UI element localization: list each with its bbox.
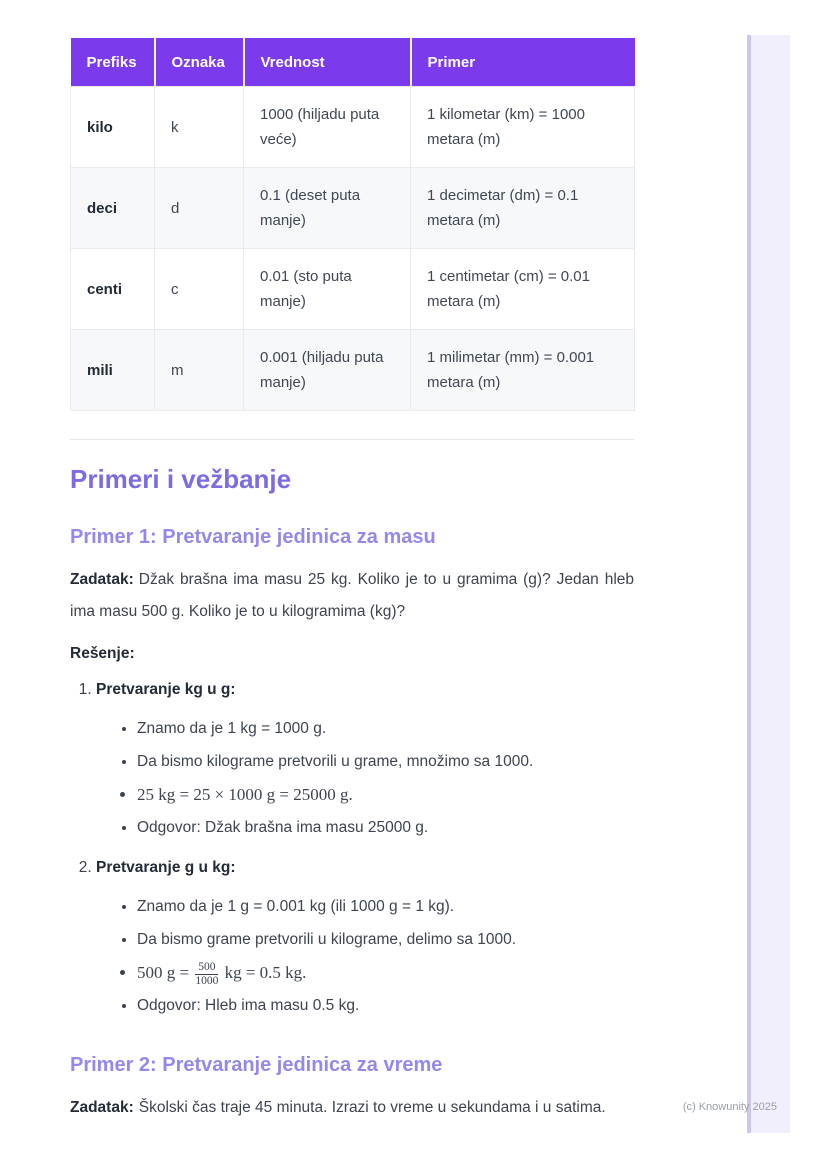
step-1-points xyxy=(96,712,634,844)
table-header-row xyxy=(71,38,635,87)
cell-oznaka: d xyxy=(155,168,244,249)
table-row xyxy=(71,330,635,411)
table-row xyxy=(71,249,635,330)
right-page-stripe xyxy=(747,35,790,1133)
math-suffix: kg = 0.5 kg. xyxy=(224,963,307,982)
list-item: • Da bismo kilograme pretvorili u grame, množimo sa 1000. xyxy=(137,745,634,778)
cell-oznaka: c xyxy=(155,249,244,330)
table-header-oznaka: Oznaka xyxy=(155,38,244,87)
cell-primer: 1 milimetar (mm) = 0.001 metara (m) xyxy=(411,330,635,411)
cell-prefiks: centi xyxy=(71,249,155,330)
document-page xyxy=(70,38,634,1124)
step-1-title: Pretvaranje kg u g: xyxy=(96,681,236,698)
list-item-math: • 25 kg = 25 × 1000 g = 25000 g. xyxy=(137,778,634,811)
cell-vrednost: 1000 (hiljadu puta veće) xyxy=(244,87,411,168)
cell-vrednost: 0.1 (deset puta manje) xyxy=(244,168,411,249)
example-2-title: Primer 2: Pretvaranje jedinica za vreme xyxy=(70,1054,443,1076)
cell-prefiks: kilo xyxy=(71,87,155,168)
cell-prefiks: deci xyxy=(71,168,155,249)
cell-prefiks: mili xyxy=(71,330,155,411)
cell-oznaka: k xyxy=(155,87,244,168)
task-text: Džak brašna ima masu 25 kg. Koliko je to u gramima (g)? Jedan hleb ima masu 500 g. Koliko je to u kilogramima (kg)? xyxy=(70,571,634,620)
list-item: • Znamo da je 1 kg = 1000 g. xyxy=(137,712,634,745)
math-prefix: 500 g = xyxy=(137,963,190,982)
table-header-prefiks: Prefiks xyxy=(71,38,155,87)
list-item: • Da bismo grame pretvorili u kilograme, delimo sa 1000. xyxy=(137,923,634,956)
list-item: • Odgovor: Hleb ima masu 0.5 kg. xyxy=(137,989,634,1022)
prefix-table xyxy=(70,38,635,411)
fraction-numerator: 500 xyxy=(195,961,218,975)
list-item: • Znamo da je 1 g = 0.001 kg (ili 1000 g = 1 kg). xyxy=(137,890,634,923)
table-header-primer: Primer xyxy=(411,38,635,87)
step-2 xyxy=(96,856,634,1022)
table-row xyxy=(71,168,635,249)
section-title: Primeri i vežbanje xyxy=(70,464,292,494)
table-header-vrednost: Vrednost xyxy=(244,38,411,87)
example-2-task xyxy=(70,1092,634,1124)
list-item-math-fraction xyxy=(137,956,634,989)
example-1-task xyxy=(70,564,634,628)
task-label: Zadatak: xyxy=(70,1099,134,1116)
watermark: (c) Knowunity 2025 xyxy=(682,1101,777,1113)
step-2-points xyxy=(96,890,634,1022)
task-text: Školski čas traje 45 minuta. Izrazi to vreme u sekundama i u satima. xyxy=(138,1099,606,1116)
step-1 xyxy=(96,678,634,844)
section-divider xyxy=(70,439,634,440)
cell-primer: 1 kilometar (km) = 1000 metara (m) xyxy=(411,87,635,168)
step-2-title: Pretvaranje g u kg: xyxy=(96,859,236,876)
example-1-title: Primer 1: Pretvaranje jedinica za masu xyxy=(70,526,436,548)
fraction xyxy=(193,961,220,988)
cell-primer: 1 decimetar (dm) = 0.1 metara (m) xyxy=(411,168,635,249)
task-label: Zadatak: xyxy=(70,571,134,588)
solution-label: Rešenje: xyxy=(70,645,135,662)
table-row xyxy=(71,87,635,168)
fraction-denominator: 1000 xyxy=(195,975,219,988)
cell-oznaka: m xyxy=(155,330,244,411)
solution-steps xyxy=(70,678,634,1022)
list-item: • Odgovor: Džak brašna ima masu 25000 g. xyxy=(137,811,634,844)
cell-vrednost: 0.001 (hiljadu puta manje) xyxy=(244,330,411,411)
cell-vrednost: 0.01 (sto puta manje) xyxy=(244,249,411,330)
cell-primer: 1 centimetar (cm) = 0.01 metara (m) xyxy=(411,249,635,330)
